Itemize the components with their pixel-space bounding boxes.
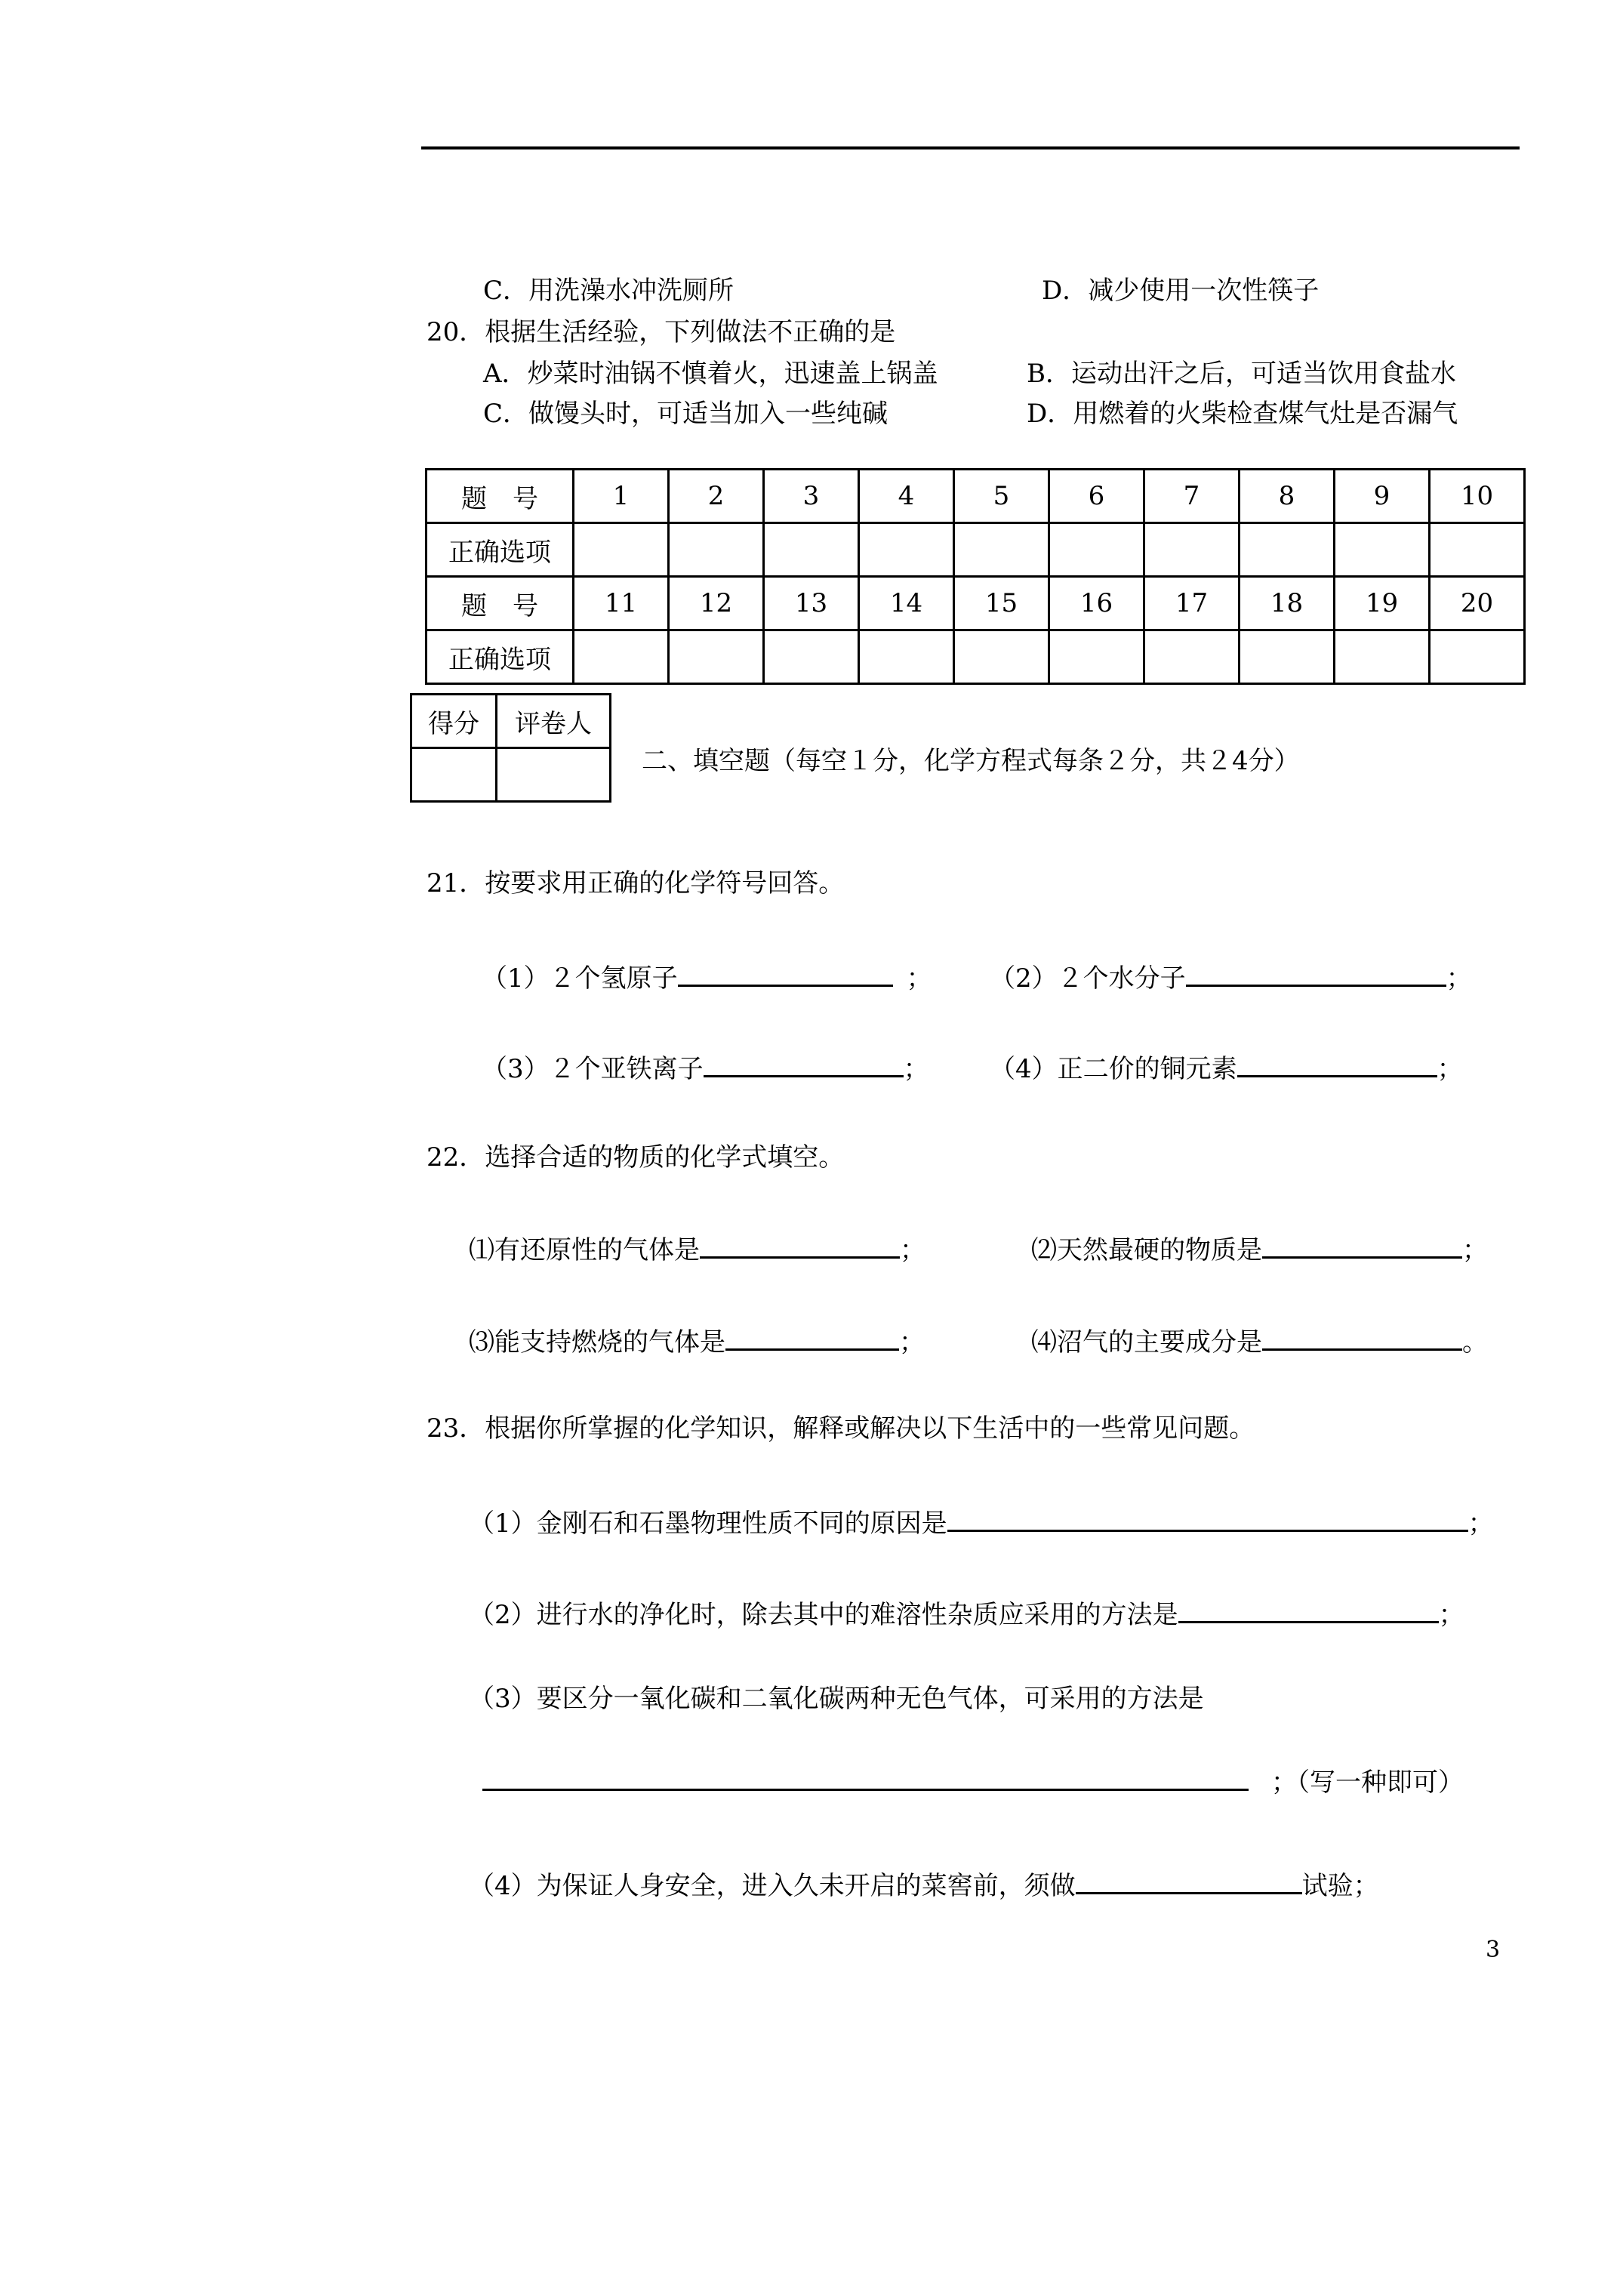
question-number-cell: 16 <box>1049 577 1144 630</box>
answer-cell[interactable] <box>859 630 954 684</box>
q23-item-3: （3）要区分一氧化碳和二氧化碳两种无色气体，可采用的方法是 <box>469 1684 1204 1714</box>
answer-cell[interactable] <box>1240 523 1335 577</box>
table-row-numbers-1 <box>427 470 1525 523</box>
q22-blank-4[interactable] <box>1262 1323 1462 1351</box>
q19-option-c: C．用洗澡水冲洗厕所 <box>483 276 735 306</box>
q21-item-2-label: （2）２个水分子 <box>990 963 1186 994</box>
q22-item-1-label: ⑴有还原性的气体是 <box>469 1235 700 1265</box>
separator: ； <box>1437 1054 1463 1084</box>
answer-cell[interactable] <box>1049 630 1144 684</box>
separator: ； <box>1438 1600 1464 1630</box>
answer-cell[interactable] <box>859 523 954 577</box>
q23-blank-3[interactable] <box>482 1763 1249 1791</box>
q20-option-c: C．做馒头时，可适当加入一些纯碱 <box>483 399 888 429</box>
q20-option-d: D．用燃着的火柴检查煤气灶是否漏气 <box>1027 399 1458 429</box>
q22-item-4-label: ⑷沼气的主要成分是 <box>1031 1327 1262 1358</box>
question-number-cell: 6 <box>1049 470 1144 523</box>
q21-item-1 <box>482 959 932 994</box>
answer-cell[interactable] <box>1430 630 1525 684</box>
separator: ； <box>906 963 932 994</box>
question-number-cell: 17 <box>1144 577 1240 630</box>
answer-cell[interactable] <box>1144 630 1240 684</box>
q21-item-4 <box>990 1049 1463 1084</box>
q23-stem: 23．根据你所掌握的化学知识，解释或解决以下生活中的一些常见问题。 <box>427 1413 1255 1444</box>
question-number-cell: 1 <box>574 470 669 523</box>
question-number-cell: 13 <box>764 577 859 630</box>
header-cell: 题 号 <box>427 470 574 523</box>
question-number-cell: 14 <box>859 577 954 630</box>
section-heading: 二、填空题（每空１分，化学方程式每条２分，共２4分） <box>642 746 1300 776</box>
q20-stem: 20．根据生活经验，下列做法不正确的是 <box>427 317 896 347</box>
answer-cell[interactable] <box>669 630 764 684</box>
answer-cell[interactable] <box>1144 523 1240 577</box>
q23-item-1 <box>469 1504 1494 1539</box>
q22-item-3 <box>469 1323 925 1358</box>
question-number-cell: 4 <box>859 470 954 523</box>
period: 。 <box>1462 1327 1488 1358</box>
answer-cell[interactable] <box>954 523 1049 577</box>
q20-option-b: B．运动出汗之后，可适当饮用食盐水 <box>1027 359 1456 389</box>
q22-blank-3[interactable] <box>725 1323 899 1351</box>
question-number-cell: 20 <box>1430 577 1525 630</box>
separator: ； <box>899 1327 925 1358</box>
q21-stem: 21．按要求用正确的化学符号回答。 <box>427 868 845 898</box>
q23-item-4-tail: 试验； <box>1301 1871 1379 1901</box>
q21-blank-1[interactable] <box>678 959 893 987</box>
question-number-cell: 18 <box>1240 577 1335 630</box>
question-number-cell: 7 <box>1144 470 1240 523</box>
q21-blank-4[interactable] <box>1237 1049 1437 1077</box>
answer-cell[interactable] <box>574 630 669 684</box>
q21-blank-3[interactable] <box>704 1049 904 1077</box>
question-number-cell: 5 <box>954 470 1049 523</box>
question-number-cell: 15 <box>954 577 1049 630</box>
q23-item-4-label: （4）为保证人身安全，进入久未开启的菜窖前，须做 <box>469 1871 1076 1901</box>
answer-label-cell: 正确选项 <box>427 630 574 684</box>
q21-item-3-label: （3）２个亚铁离子 <box>482 1054 704 1084</box>
q22-stem: 22．选择合适的物质的化学式填空。 <box>427 1142 845 1173</box>
header-rule <box>421 146 1520 149</box>
separator: ； <box>1462 1235 1488 1265</box>
q20-option-a: A．炒菜时油锅不慎着火，迅速盖上锅盖 <box>483 359 938 389</box>
q21-blank-2[interactable] <box>1186 959 1446 987</box>
question-number-cell: 10 <box>1430 470 1525 523</box>
answer-cell[interactable] <box>1430 523 1525 577</box>
question-number-cell: 11 <box>574 577 669 630</box>
separator: ； <box>903 1054 929 1084</box>
q22-item-2 <box>1031 1231 1488 1265</box>
table-row-answers-2 <box>427 630 1525 684</box>
q21-item-2 <box>990 959 1472 994</box>
separator: ； <box>1446 963 1472 994</box>
q23-item-1-label: （1）金刚石和石墨物理性质不同的原因是 <box>469 1509 947 1539</box>
q23-item-2-label: （2）进行水的净化时，除去其中的难溶性杂质应采用的方法是 <box>469 1600 1178 1630</box>
grader-label: 评卷人 <box>497 695 611 748</box>
score-label: 得分 <box>411 695 497 748</box>
question-number-cell: 3 <box>764 470 859 523</box>
q23-blank-4[interactable] <box>1076 1866 1302 1894</box>
q22-item-3-label: ⑶能支持燃烧的气体是 <box>469 1327 725 1358</box>
q22-item-2-label: ⑵天然最硬的物质是 <box>1031 1235 1262 1265</box>
answer-label-cell: 正确选项 <box>427 523 574 577</box>
table-row-answers-1 <box>427 523 1525 577</box>
answer-cell[interactable] <box>764 630 859 684</box>
q22-item-4 <box>1031 1323 1488 1358</box>
answer-cell[interactable] <box>1335 523 1430 577</box>
question-number-cell: 19 <box>1335 577 1430 630</box>
q23-blank-1[interactable] <box>947 1504 1468 1532</box>
answer-cell[interactable] <box>954 630 1049 684</box>
answer-cell[interactable] <box>1335 630 1430 684</box>
answer-cell[interactable] <box>669 523 764 577</box>
question-number-cell: 2 <box>669 470 764 523</box>
q21-item-3 <box>482 1049 929 1084</box>
separator: ； <box>900 1235 925 1265</box>
grader-cell[interactable] <box>497 748 611 802</box>
q19-option-d: D．减少使用一次性筷子 <box>1042 276 1320 306</box>
question-number-cell: 12 <box>669 577 764 630</box>
score-cell[interactable] <box>411 748 497 802</box>
q23-item-2 <box>469 1595 1464 1630</box>
q22-blank-1[interactable] <box>700 1231 900 1259</box>
q23-blank-2[interactable] <box>1178 1595 1439 1623</box>
table-row-numbers-2 <box>427 577 1525 630</box>
q21-item-4-label: （4）正二价的铜元素 <box>990 1054 1237 1084</box>
q21-item-1-label: （1）２个氢原子 <box>482 963 678 994</box>
header-cell: 题 号 <box>427 577 574 630</box>
answer-cell[interactable] <box>574 523 669 577</box>
score-box <box>410 693 611 803</box>
question-number-cell: 9 <box>1335 470 1430 523</box>
answer-cell[interactable] <box>764 523 859 577</box>
q23-item-3-note: ；（写一种即可） <box>1271 1767 1464 1798</box>
answer-cell[interactable] <box>1240 630 1335 684</box>
question-number-cell: 8 <box>1240 470 1335 523</box>
page-number: 3 <box>1486 1937 1501 1963</box>
separator: ； <box>1467 1509 1494 1539</box>
q23-item-4 <box>469 1866 1379 1901</box>
q22-item-1 <box>469 1231 925 1265</box>
answer-table <box>425 468 1526 685</box>
q23-item-3-answer <box>482 1763 1464 1798</box>
q22-blank-2[interactable] <box>1262 1231 1462 1259</box>
answer-cell[interactable] <box>1049 523 1144 577</box>
